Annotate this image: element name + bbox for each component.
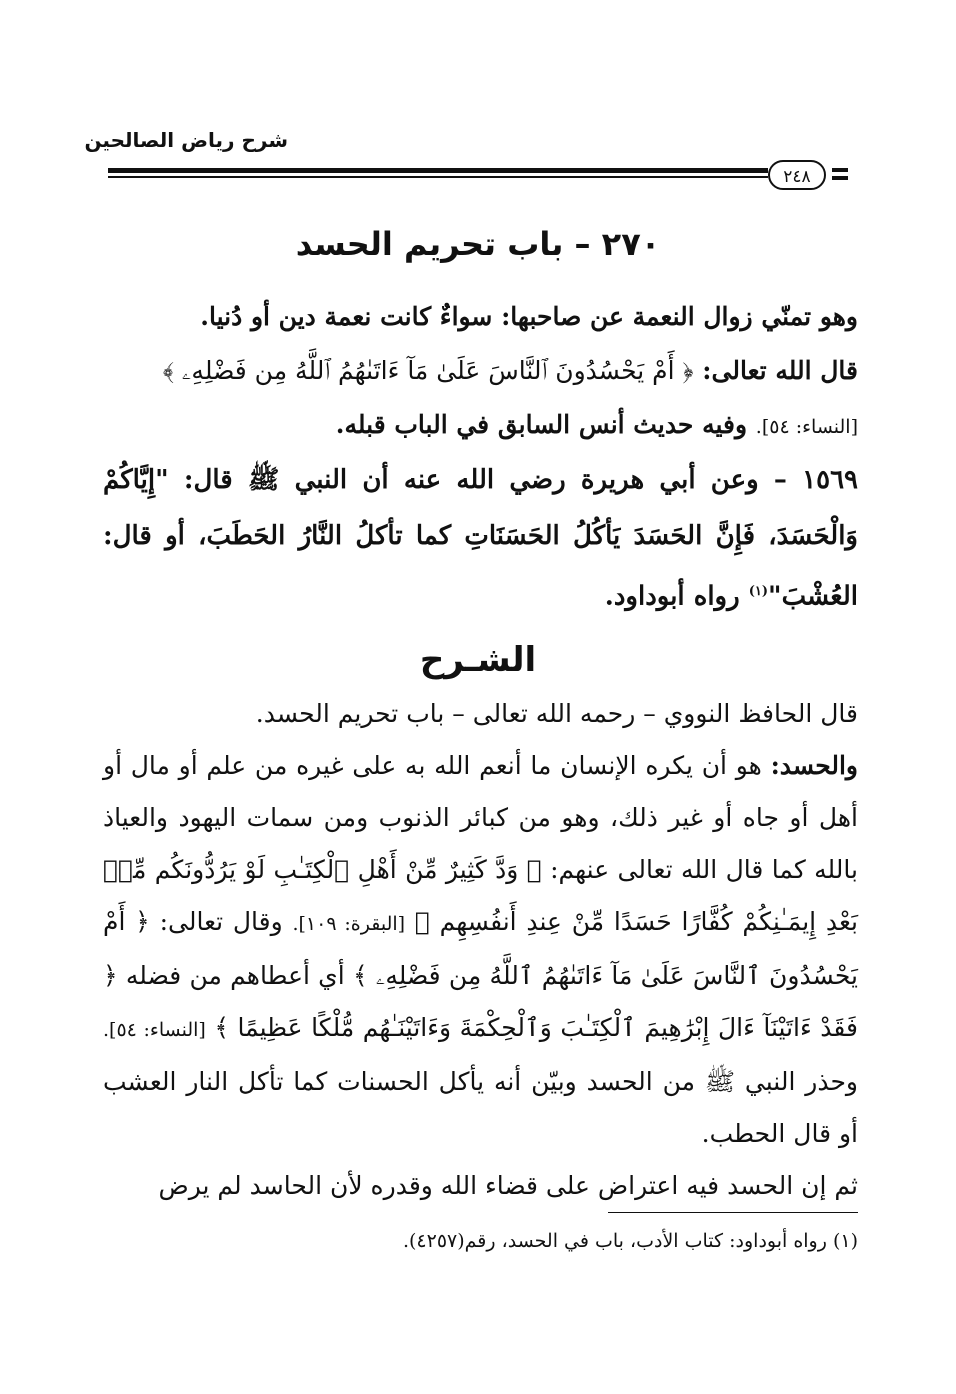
sharh-paragraph-3: ثم إن الحسد فيه اعتراض على قضاء الله وقدره لأن الحاسد لم يرض [158,1171,858,1200]
verse-line [103,344,858,398]
sharh-paragraph-2 [103,740,858,1160]
running-header-title: شرح رياض الصالحين [84,128,288,152]
hadith-block [103,452,858,625]
sharh-text-a: هو أن يكره الإنسان ما أنعم الله به على غيره من علم أو مال أو أهل أو جاه أو غير ذلك، وهو من كبائر الذنوب ومن سمات اليهود والعياذ بالله كما قال الله تعالى عنهم: [103,751,858,884]
definition-line: وهو تمنّي زوال النعمة عن صاحبها: سواءٌ كانت نعمة دين أو دُنيا. [200,302,858,331]
page-number: ٢٤٨ [768,160,826,190]
footnote: (١) رواه أبوداود: كتاب الأدب، باب في الحسد، رقم(٤٢٥٧). [402,1230,858,1252]
hadith-text: "إِيَّاكُمْ وَالْحَسَدَ، فَإِنَّ الحَسَدَ يَأكُلُ الحَسَنَاتِ كما تأكلُ النَّارُ الحَطَبَ، أو قال: العُشْبَ" [103,465,858,612]
hadith-source: رواه أبوداود. [604,581,740,612]
hadith-number-chain: ١٥٦٩ – وعن أبي هريرة رضي الله عنه أن النبي ﷺ قال: [183,465,858,495]
quran-verse-baqara: ﴿ وَدَّ كَثِيرٌ مِّنْ أَهْلِ ٱلْكِتَـٰبِ لَوْ يَرُدُّونَكُم مِّنۢ بَعْدِ إِيمَـٰنِكُمْ كُفَّارًا حَسَدًا مِّنْ عِندِ أَنفُسِهِم ﴾ [103,855,859,936]
header-rule-stub [832,168,848,180]
verse-reference: [النساء: ٥٤]. [755,416,858,438]
quran-verse-nisa: ﴿ أَمْ يَحْسُدُونَ ٱلنَّاسَ عَلَىٰ مَآ ءَاتَىٰهُمُ ٱللَّهُ مِن فَضْلِهِۦ ﴾ [103,907,858,990]
quran-verse-nisa-2: ﴿ فَقَدْ ءَاتَيْنَآ ءَالَ إِبْرَٰهِيمَ ٱلْكِتَـٰبَ وَٱلْحِكْمَةَ وَءَاتَيْنَـٰهُم مُّلْكًا عَظِيمًا ﴾ [103,961,858,1042]
header-rule [108,160,848,190]
sharh-paragraph-1: قال الحافظ النووي – رحمه الله تعالى – باب تحريم الحسد. [255,699,858,728]
sharh-title: الشـرح [419,640,537,680]
footnote-marker: (١) [748,584,769,599]
sharh-body [103,688,858,1212]
sharh-text-b: وقال تعالى: [159,907,283,936]
definition-term: والحسد: [770,751,858,780]
reference-line [103,398,858,454]
verse-intro: قال الله تعالى: [702,356,858,385]
reference-baqara: [البقرة: ١٠٩]. [292,913,406,935]
reference-nisa: [النساء: ٥٤]. [103,1019,206,1041]
header-double-rule [108,168,768,178]
footnote-divider [608,1212,858,1213]
after-reference: وفيه حديث أنس السابق في الباب قبله. [335,410,748,439]
chapter-intro [103,290,858,454]
sharh-text-d: وحذر النبي ﷺ من الحسد وبيّن أنه يأكل الحسنات كما تأكل النار العشب أو قال الحطب. [103,1067,858,1148]
chapter-title: ٢٧٠ – باب تحريم الحسد [295,225,661,263]
quran-verse: ﴿ أَمْ يَحْسُدُونَ ٱلنَّاسَ عَلَىٰ مَآ ءَاتَىٰهُمُ ٱللَّهُ مِن فَضْلِهِۦ ﴾ [162,356,694,385]
sharh-text-c: أي أعطاهم من فضله [125,961,345,990]
